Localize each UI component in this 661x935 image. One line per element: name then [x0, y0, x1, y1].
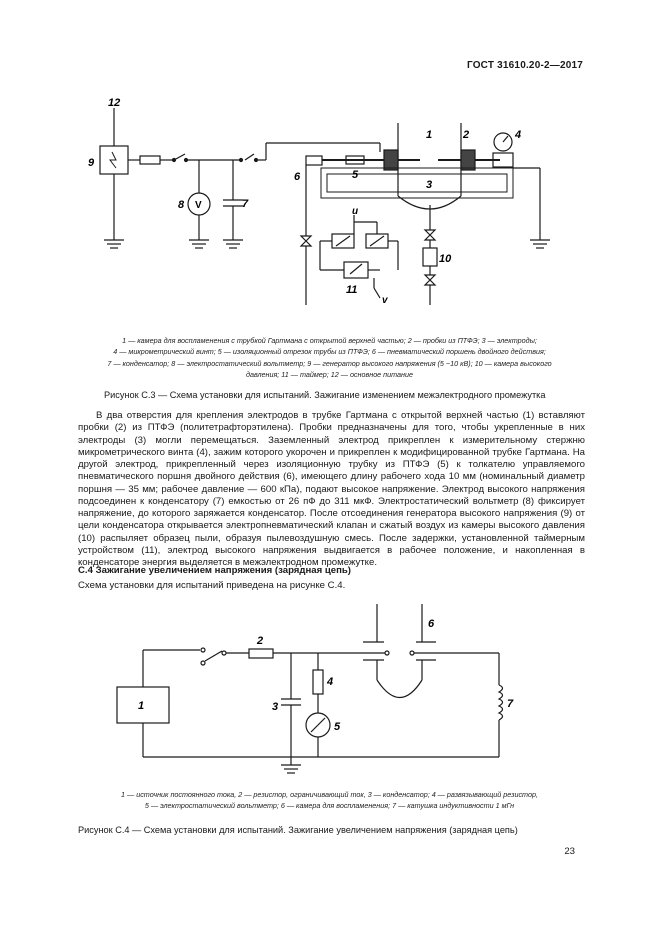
label-5: 5 [352, 169, 359, 181]
voltmeter-symbol: V [195, 200, 202, 211]
page-number: 23 [564, 846, 575, 857]
label-9: 9 [88, 157, 95, 169]
paragraph-text: В два отверстия для крепления электродов в трубке Гартмана с открытой верхней частью (1) вставляют пробки (2) из ПТФЭ (политетрафторэтилена). Пробки предназначены для того, чтобы укрепленные в них электроды (3) могли перемещаться. Заземленный электрод прикреплен к измерительному стержню микрометрического винта (4), зажим которого укорочен и прикреплен к модифицированной трубке Гартмана. На другой электрод, прикрепленный через изоляционную трубку из ПТФЭ (5) к толкателю управляемого пневматического поршня двойного действия (6), имеющего длину рабочего хода 10 мм (номинальный диаметр поршня — 35 мм; рабочее давление — 600 кПа), подают высокое напряжение. Электрод высокого напряжения подсоединен к конденсатору (7) емкостью от 26 пФ до 311 мкФ. Электростатический вольтметр (8) фиксирует напряжение, до которого заряжается конденсатор. После отсоединения генератора высокого напряжения (9) от цели конденсатора открывается электропневматический клапан и сжатый воздух из камеры высокого давления (10) распыляет образец пыли, образуя пылевоздушную смесь. После задержки, установленной таймерным устройством (11), электрод высокого напряжения выдвигается в рабочее положение, и накопленная в конденсаторе энергия выделяется в межэлектродном промежутке. [78, 410, 585, 568]
label-7: 7 [242, 198, 249, 210]
legend-line: 1 — источник постоянного тока, 2 — резистор, ограничивающий ток, 3 — конденсатор; 4 — развязывающий резистор, [121, 790, 538, 799]
label-6: 6 [294, 171, 301, 183]
c4-label-4: 4 [327, 676, 334, 688]
c4-label-6: 6 [428, 618, 435, 630]
label-2: 2 [463, 129, 470, 141]
label-11: 11 [346, 284, 358, 296]
c4-label-5: 5 [334, 721, 341, 733]
legend-line: давления; 11 — таймер; 12 — основное питание [245, 370, 413, 380]
section-c4-subtext: Схема установки для испытаний приведена на рисунке С.4. [78, 580, 346, 591]
figure-c4-legend [62, 789, 597, 812]
c4-label-1: 1 [138, 700, 145, 712]
label-u: u [352, 206, 359, 217]
figure-c3-caption: Рисунок С.3 — Схема установки для испытаний. Зажигание изменением межэлектродного промежутка [104, 390, 546, 400]
body-paragraph [78, 410, 585, 569]
label-8: 8 [178, 199, 185, 211]
legend-line: 1 — камера для воспламенения с трубкой Гартмана с открытой верхней частью; 2 — пробки из ПТФЭ; 3 — электроды; [122, 336, 537, 345]
c4-label-3: 3 [272, 701, 279, 713]
legend-line: 4 — микрометрический винт; 5 — изоляционный отрезок трубы из ПТФЭ; 6 — пневматический поршень двойного действия; [113, 347, 546, 357]
figure-c3-diagram [0, 90, 661, 305]
label-12: 12 [108, 97, 121, 109]
c4-label-7: 7 [507, 698, 514, 710]
figure-c4-caption: Рисунок С.4 — Схема установки для испытаний. Зажигание увеличением напряжения (зарядная цепь) [78, 825, 518, 835]
standard-code-header: ГОСТ 31610.20-2—2017 [466, 60, 583, 71]
label-v: v [382, 295, 388, 305]
label-1: 1 [426, 129, 433, 141]
legend-line: 7 — конденсатор; 8 — электростатический вольтметр; 9 — генератор высокого напряжения (5 −10 кВ); 10 — камера высокого [107, 358, 552, 368]
label-4: 4 [515, 129, 522, 141]
c4-label-2: 2 [257, 635, 264, 647]
section-c4-heading: С.4 Зажигание увеличением напряжения (зарядная цепь) [78, 565, 351, 576]
label-10: 10 [439, 253, 452, 265]
legend-line: 5 — электростатический вольтметр; 6 — камера для воспламенения; 7 — катушка индуктивности 1 мГн [144, 801, 515, 811]
figure-c3-legend [62, 335, 597, 381]
label-3: 3 [426, 179, 433, 191]
figure-c4-diagram [0, 600, 661, 780]
